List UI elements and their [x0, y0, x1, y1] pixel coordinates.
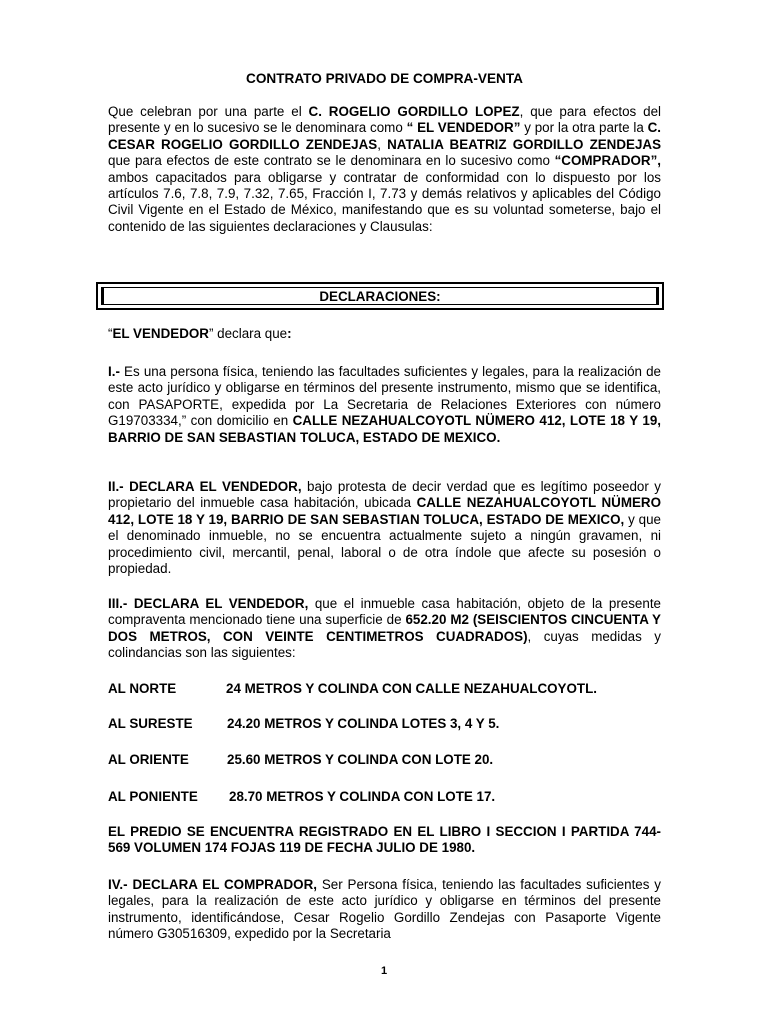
boundary-north-label: AL NORTE: [108, 681, 177, 696]
declaration-3: [108, 596, 661, 662]
boundary-west-label: AL PONIENTE: [108, 789, 198, 804]
seller-name: C. ROGELIO GORDILLO LOPEZ: [308, 104, 520, 119]
declaration-3-area: 652.20 M2 (SEISCIENTOS CINCUENTA Y DOS METROS, CON VEINTE CENTIMETROS CUADRADOS): [108, 612, 661, 644]
lead-text: ” declara que: [208, 326, 288, 341]
declaration-2-text: bajo protesta de decir verdad que es legítimo poseedor y propietario del inmueble casa habitación, ubicada: [108, 479, 661, 511]
lead-seller-label: EL VENDEDOR: [112, 326, 209, 341]
declaration-2: [108, 479, 661, 577]
boundary-southeast-value: 24.20 METROS Y COLINDA LOTES 3, 4 Y 5.: [227, 716, 500, 731]
boundary-north-value: 24 METROS Y COLINDA CON CALLE NEZAHUALCOYOTL.: [226, 681, 597, 696]
intro-paragraph: [108, 104, 661, 235]
page-number: 1: [380, 965, 388, 977]
intro-text: , que para efectos del presente y en lo sucesivo se le denominara como: [108, 104, 661, 136]
boundary-east-label: AL ORIENTE: [108, 752, 189, 767]
registry-paragraph: EL PREDIO SE ENCUENTRA REGISTRADO EN EL LIBRO I SECCION I PARTIDA 744-569 VOLUMEN 174 FOJAS 119 DE FECHA JULIO DE 1980.: [108, 824, 661, 856]
boundary-north: [108, 681, 597, 697]
boundary-southeast-label: AL SURESTE: [108, 716, 193, 731]
declaration-1-number: I.-: [108, 364, 120, 379]
lead-text: “: [108, 326, 113, 341]
declaration-4: [108, 877, 661, 943]
buyer-name-2: NATALIA BEATRIZ GORDILLO ZENDEJAS: [387, 136, 661, 152]
buyer-designation: “COMPRADOR”,: [554, 153, 661, 169]
intro-text: y por la otra parte la: [520, 120, 648, 136]
boundary-southeast: [108, 716, 499, 732]
declaration-3-heading: III.- DECLARA EL VENDEDOR,: [108, 596, 309, 611]
declaration-3-text: que el inmueble casa habitación, objeto de la presente compraventa mencionado tiene una superficie de: [108, 596, 661, 628]
buyer-name-1: C. CESAR ROGELIO GORDILLO ZENDEJAS: [108, 120, 662, 152]
declaration-2-address: CALLE NEZAHUALCOYOTL NÜMERO 412, LOTE 18 Y 19, BARRIO DE SAN SEBASTIAN TOLUCA, ESTADO DE MEXICO,: [108, 495, 661, 527]
declaration-4-text: Ser Persona física, teniendo las facultades suficientes y legales, para la realización de este acto jurídico y obligarse en términos del presente instrumento, identificándose, Cesar Rogelio Gordillo Zendejas con Pasaporte Vigente número G30516309, expedido por la Secretaria: [108, 877, 661, 942]
declaration-4-heading: IV.- DECLARA EL COMPRADOR,: [108, 877, 317, 892]
intro-text: que para efectos de este contrato se le denominara en lo sucesivo como: [108, 153, 555, 169]
boundary-east: [108, 752, 493, 768]
declaraciones-heading: DECLARACIONES:: [101, 287, 659, 305]
boundary-west: [108, 789, 495, 805]
declaration-1-address: CALLE NEZAHUALCOYOTL NÜMERO 412, LOTE 18 Y 19, BARRIO DE SAN SEBASTIAN TOLUCA, ESTADO DE MEXICO.: [108, 413, 661, 445]
declaration-1-text: Es una persona física, teniendo las facultades suficientes y legales, para la realización de este acto jurídico y obligarse en términos del presente instrumento, mismo que se identifica, con PASAPORTE, expedida por La Secretaria de Relaciones Exteriores con número G19703334,” con domicilio en: [108, 364, 661, 429]
boundary-west-value: 28.70 METROS Y COLINDA CON LOTE 17.: [229, 789, 496, 804]
declaration-2-heading: II.- DECLARA EL VENDEDOR,: [108, 479, 302, 494]
intro-text: ,: [377, 136, 388, 152]
declaraciones-box: [96, 282, 664, 310]
declaration-3-text: , cuyas medidas y colindancias son las siguientes:: [108, 628, 661, 661]
declaration-2-text: y que el denominado inmueble, no se encuentra actualmente sujeto a ningún gravamen, ni procedimiento civil, mercantil, penal, laboral o de otra índole que afecte su posesión o propiedad.: [108, 511, 661, 577]
contract-title: CONTRATO PRIVADO DE COMPRA-VENTA: [246, 71, 523, 86]
declaration-1: [108, 364, 661, 446]
boundary-east-value: 25.60 METROS Y COLINDA CON LOTE 20.: [227, 752, 494, 767]
intro-text: Que celebran por una parte el: [108, 104, 309, 119]
intro-text: ambos capacitados para obligarse y contratar de conformidad con lo dispuesto por los artículos 7.6, 7.8, 7.9, 7.32, 7.65, Fracción I, 7.73 y demás relativos y aplicables del Código Civil Vigente en el Estado de México, manifestando que es su voluntad someterse, bajo el contenido de las siguientes declaraciones y Clausulas:: [108, 169, 661, 234]
seller-declares-lead: [108, 326, 661, 342]
seller-designation: “ EL VENDEDOR”: [406, 120, 521, 136]
lead-colon: :: [287, 326, 292, 341]
